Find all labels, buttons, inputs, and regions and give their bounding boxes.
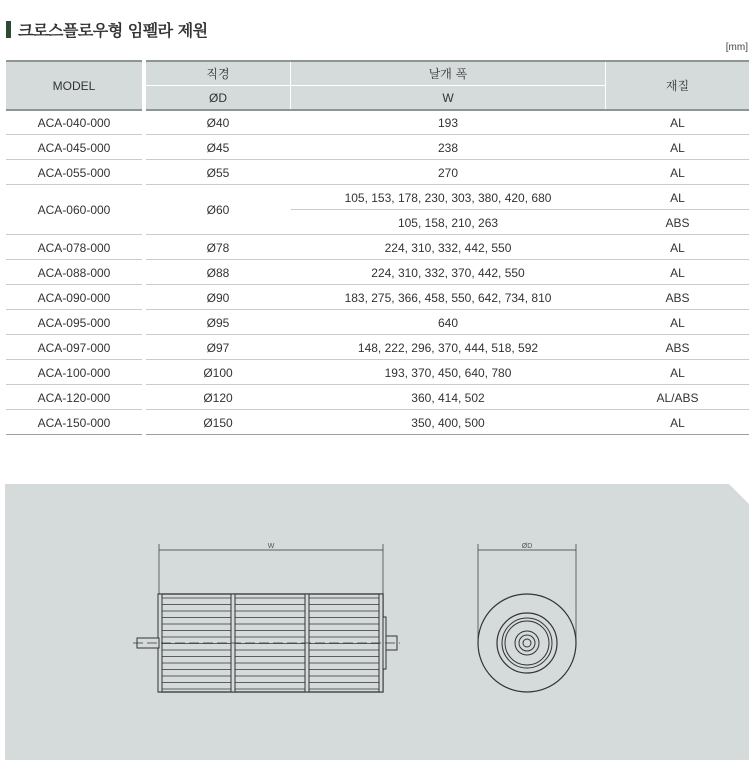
model-cell: ACA-045-000	[37, 140, 111, 155]
width-cell: 224, 310, 332, 370, 442, 550	[371, 265, 525, 280]
title-text: 크로스플로우형 임펠라 제원	[18, 21, 208, 40]
diameter-cell: Ø100	[203, 365, 233, 380]
width-label: W	[267, 543, 275, 550]
header-model: MODEL	[6, 61, 142, 110]
model-cell: ACA-120-000	[37, 390, 111, 405]
material-cell: AL	[670, 265, 685, 280]
model-cell: ACA-088-000	[37, 265, 111, 280]
width-cell: 193, 370, 450, 640, 780	[384, 365, 512, 380]
material-cell: ABS	[665, 215, 690, 230]
model-cell: ACA-095-000	[37, 315, 111, 330]
header-diameter-kr: 직경	[146, 61, 290, 85]
diameter-cell: Ø90	[206, 290, 230, 305]
unit-label: [mm]	[725, 42, 748, 53]
width-cell: 360, 414, 502	[411, 390, 485, 405]
width-cell: 105, 153, 178, 230, 303, 380, 420, 680	[344, 190, 552, 205]
header-width-kr: 날개 폭	[291, 61, 605, 85]
model-cell: ACA-150-000	[37, 415, 111, 430]
width-cell: 148, 222, 296, 370, 444, 518, 592	[357, 340, 539, 355]
model-cell: ACA-055-000	[37, 165, 111, 180]
header-diameter: ØD	[146, 86, 290, 110]
impeller-diagram	[5, 484, 749, 760]
model-cell: ACA-097-000	[37, 340, 111, 355]
header-width: W	[291, 86, 605, 110]
diameter-cell: Ø78	[206, 240, 230, 255]
material-cell: AL/ABS	[656, 390, 699, 405]
material-cell: AL	[670, 415, 685, 430]
model-cell: ACA-060-000	[37, 203, 111, 217]
diameter-cell: Ø97	[206, 340, 230, 355]
diameter-cell: Ø120	[203, 390, 233, 405]
width-cell: 270	[437, 165, 459, 180]
diameter-cell: Ø45	[206, 140, 230, 155]
model-cell: ACA-090-000	[37, 290, 111, 305]
header-material: 재질	[606, 61, 749, 110]
title-bar-icon	[6, 21, 11, 38]
diameter-cell: Ø40	[206, 115, 230, 130]
diameter-cell: Ø88	[206, 265, 230, 280]
material-cell: AL	[670, 190, 685, 205]
material-cell: AL	[670, 365, 685, 380]
model-cell: ACA-040-000	[37, 115, 111, 130]
width-cell: 105, 158, 210, 263	[397, 215, 499, 230]
material-cell: AL	[670, 165, 685, 180]
material-cell: ABS	[665, 290, 690, 305]
diameter-label: ØD	[521, 543, 533, 550]
model-cell: ACA-100-000	[37, 365, 111, 380]
width-cell: 224, 310, 332, 442, 550	[384, 240, 512, 255]
diameter-cell: Ø60	[206, 203, 230, 217]
width-cell: 350, 400, 500	[411, 415, 485, 430]
material-cell: AL	[670, 315, 685, 330]
material-cell: AL	[670, 240, 685, 255]
diameter-cell: Ø150	[203, 415, 233, 430]
material-cell: AL	[670, 140, 685, 155]
width-cell: 193	[437, 115, 459, 130]
page-title	[6, 18, 208, 41]
width-cell: 640	[437, 315, 459, 330]
diameter-cell: Ø95	[206, 315, 230, 330]
width-cell: 183, 275, 366, 458, 550, 642, 734, 810	[344, 290, 552, 305]
material-cell: AL	[670, 115, 685, 130]
width-cell: 238	[437, 140, 459, 155]
model-cell: ACA-078-000	[37, 240, 111, 255]
material-cell: ABS	[665, 340, 690, 355]
diameter-cell: Ø55	[206, 165, 230, 180]
